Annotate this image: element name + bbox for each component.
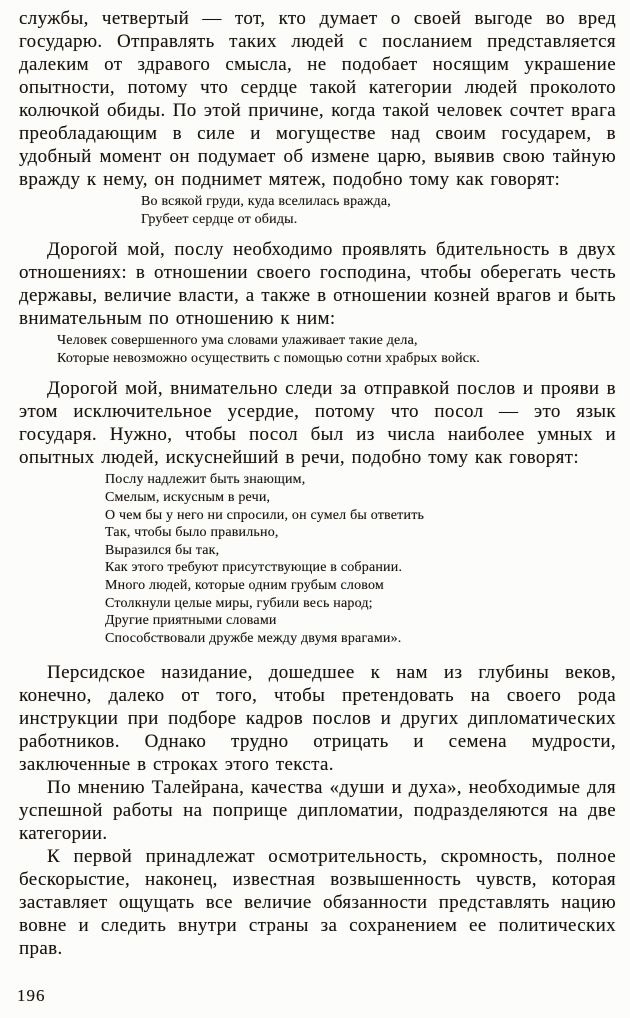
verse-line: Другие приятными словами (105, 613, 277, 629)
paragraph: службы, четвертый — тот, кто думает о своей выгоде во вред государю. Отправлять таких людей с посланием представляется далеким от здравого смысла, не подобает носящим украшение опытности, потому что сердце такой категории людей проколото колючкой обиды. По этой причине, когда такой человек сочтет врага преобладающим в силе и могуществе над своим государем, в удобный момент он подумает об измене царю, выявив свою тайную вражду к нему, он поднимет мятеж, подобно тому как говорят: (19, 8, 616, 190)
verse-line: Способствовали дружбе между двумя врагами». (105, 630, 402, 646)
paragraph: К первой принадлежат осмотрительность, скромность, полное бескорыстие, наконец, известная возвышенность чувств, которая заставляет ощущать все величие обязанности представлять нацию вовне и следить внутри страны за сохранением ее политических прав. (19, 846, 616, 960)
paragraph: По мнению Талейрана, качества «души и духа», необходимые для успешной работы на поприще дипломатии, подразделяются на две категории. (19, 777, 616, 845)
verse-block (105, 471, 616, 647)
verse-block (57, 332, 616, 367)
verse-line: Смелым, искусным в речи, (105, 489, 271, 505)
verse-block (141, 193, 616, 228)
verse-line: Выразился бы так, (105, 542, 220, 558)
verse-line: Которые невозможно осуществить с помощью сотни храбрых войск. (57, 350, 480, 366)
text-block (19, 7, 616, 960)
paragraph: Персидское назидание, дошедшее к нам из глубины веков, конечно, далеко от того, чтобы претендовать на своего рода инструкции при подборе кадров послов и других дипломатических работников. Однако трудно отрицать и семена мудрости, заключенные в строках этого текста. (19, 662, 616, 776)
verse-line: Столкнули целые миры, губили весь народ; (105, 595, 373, 611)
verse-line: Человек совершенного ума словами улаживает такие дела, (57, 333, 418, 349)
verse-line: Во всякой груди, куда вселилась вражда, (141, 194, 391, 209)
paragraph: Дорогой мой, внимательно следи за отправкой послов и прояви в этом исключительное усердие, потому что посол — это язык государя. Нужно, чтобы посол был из числа наиболее умных и опытных людей, искуснейший в речи, подобно тому как говорят: (19, 378, 616, 469)
verse-line: Грубеет сердце от обиды. (141, 211, 298, 227)
verse-line: Как этого требуют присутствующие в собрании. (105, 560, 403, 576)
verse-line: Много людей, которые одним грубым словом (105, 577, 384, 593)
verse-line: О чем бы у него ни спросили, он сумел бы ответить (105, 507, 425, 523)
verse-line: Так, чтобы было правильно, (105, 525, 279, 541)
verse-line: Послу надлежит быть знающим, (105, 472, 306, 488)
paragraph: Дорогой мой, послу необходимо проявлять бдительность в двух отношениях: в отношении своего господина, чтобы оберегать честь державы, величие власти, а также в отношении козней врагов и быть внимательным по отношению к ним: (19, 239, 616, 330)
page-number: 196 (17, 986, 46, 1005)
